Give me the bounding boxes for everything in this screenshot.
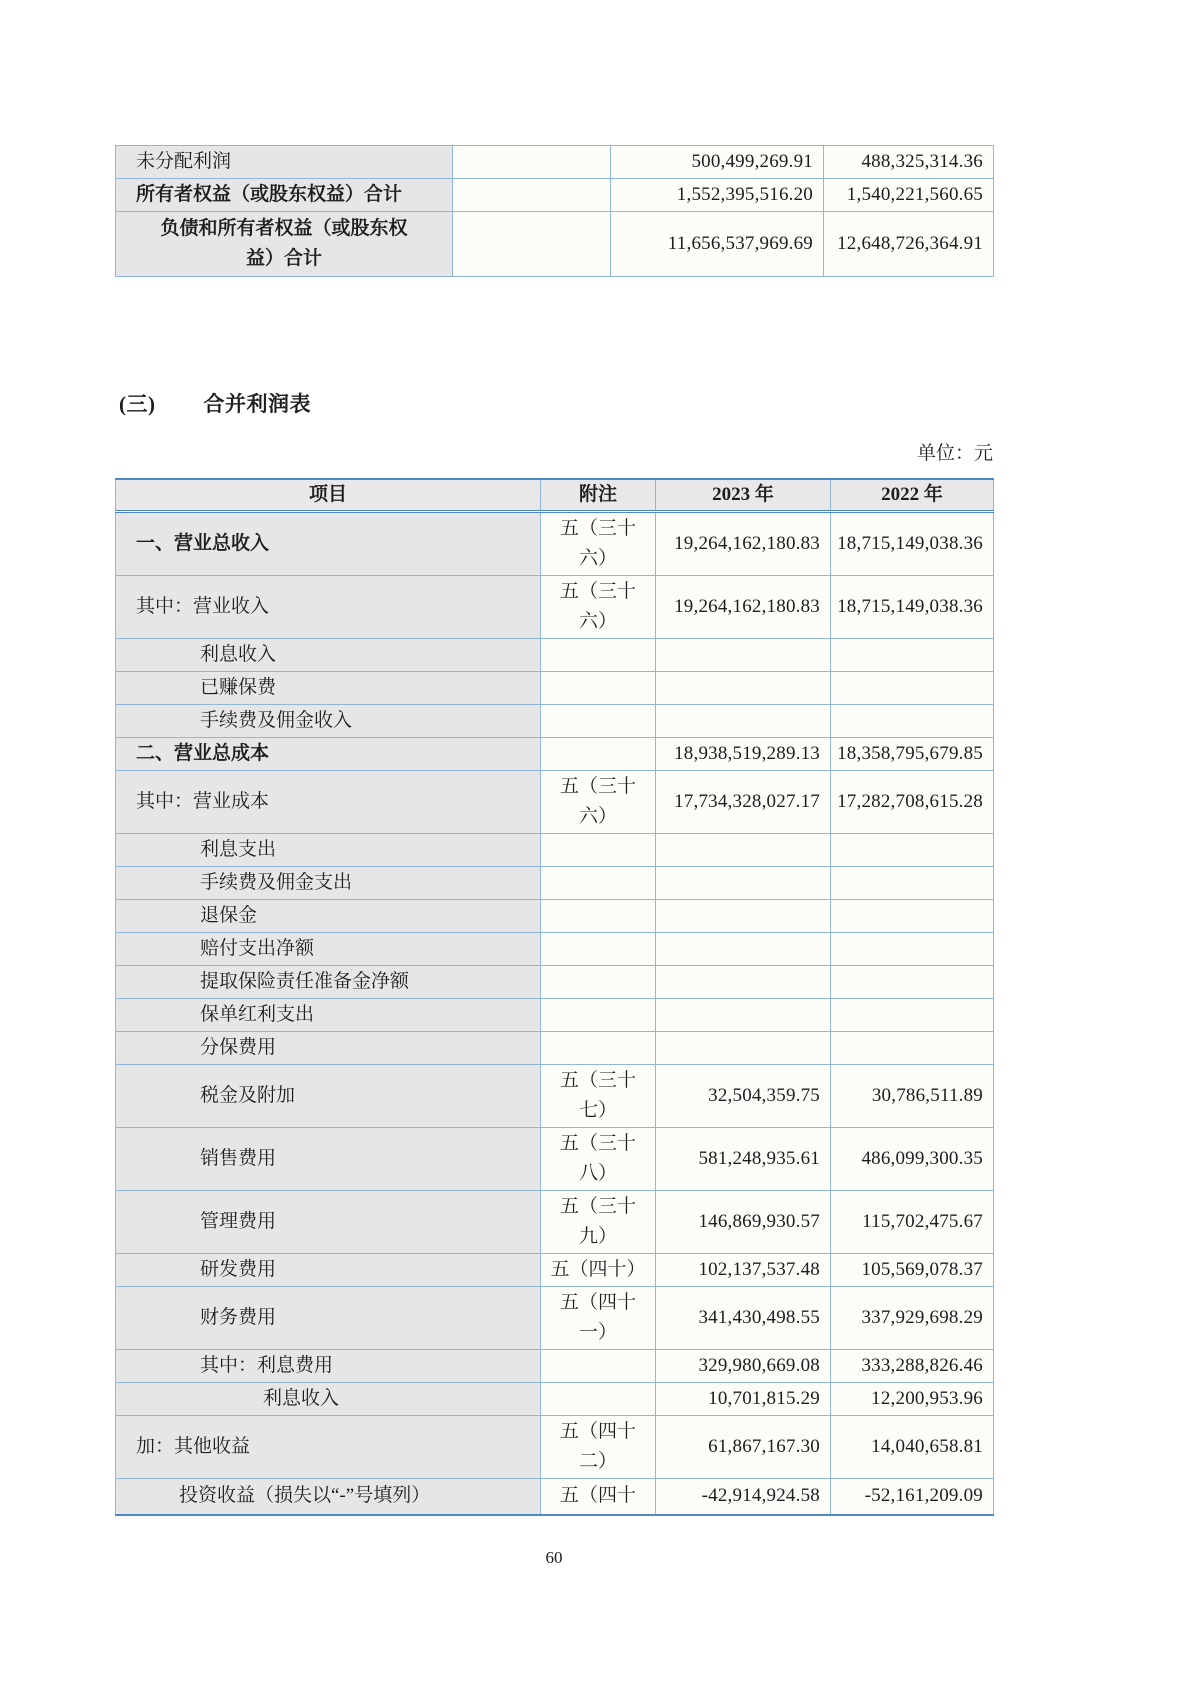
table-row (116, 900, 994, 933)
item-label-cell: 负债和所有者权益（或股东权益）合计 (116, 212, 453, 277)
note-cell (541, 999, 656, 1032)
note-cell (541, 738, 656, 771)
header-2023: 2023 年 (656, 479, 831, 512)
item-label-cell: 手续费及佣金收入 (116, 705, 541, 738)
value-2022-cell: 486,099,300.35 (831, 1128, 994, 1191)
value-2022-cell (831, 900, 994, 933)
table-row (116, 966, 994, 999)
value-2022-cell (831, 1032, 994, 1065)
balance-sheet-fragment (115, 145, 994, 277)
item-label-cell: 其中：营业收入 (116, 576, 541, 639)
value-2022-cell (831, 672, 994, 705)
item-label-cell: 退保金 (116, 900, 541, 933)
item-label-cell: 已赚保费 (116, 672, 541, 705)
value-2022-cell: 337,929,698.29 (831, 1287, 994, 1350)
value-2022-cell (831, 705, 994, 738)
value-2023-cell: 329,980,669.08 (656, 1350, 831, 1383)
item-label-cell: 未分配利润 (116, 146, 453, 179)
value-2023-cell (656, 867, 831, 900)
note-cell: 五（三十六） (541, 771, 656, 834)
table-row (116, 834, 994, 867)
value-2022-cell: 333,288,826.46 (831, 1350, 994, 1383)
value-2023-cell (656, 834, 831, 867)
value-2023-cell: 18,938,519,289.13 (656, 738, 831, 771)
value-2023-cell (656, 966, 831, 999)
value-2022-cell: -52,161,209.09 (831, 1479, 994, 1515)
table-header-row (116, 479, 994, 512)
note-cell (541, 1032, 656, 1065)
note-cell (541, 672, 656, 705)
page-number: 60 (545, 1548, 563, 1567)
item-label-cell: 提取保险责任准备金净额 (116, 966, 541, 999)
table-row (116, 512, 994, 576)
item-label-cell: 利息收入 (116, 1383, 541, 1416)
item-label-cell: 其中：利息费用 (116, 1350, 541, 1383)
item-label-cell: 研发费用 (116, 1254, 541, 1287)
value-2023-cell: 146,869,930.57 (656, 1191, 831, 1254)
unit-label: 单位：元 (916, 443, 993, 464)
table-row (116, 1032, 994, 1065)
table-row (116, 738, 994, 771)
value-2022-cell: 115,702,475.67 (831, 1191, 994, 1254)
value-2023-cell: 32,504,359.75 (656, 1065, 831, 1128)
value-2023-cell: 61,867,167.30 (656, 1416, 831, 1479)
value-2023-cell (656, 933, 831, 966)
note-cell (541, 639, 656, 672)
value-2022-cell (831, 834, 994, 867)
note-cell (541, 705, 656, 738)
note-cell (453, 212, 611, 277)
table-row (116, 1128, 994, 1191)
income-statement (115, 478, 994, 1516)
table-row (116, 1416, 994, 1479)
item-label-cell: 管理费用 (116, 1191, 541, 1254)
table-row (116, 771, 994, 834)
note-cell (541, 834, 656, 867)
table-row (116, 1191, 994, 1254)
note-cell: 五（三十八） (541, 1128, 656, 1191)
table-row (116, 1254, 994, 1287)
note-cell (453, 179, 611, 212)
item-label-cell: 加：其他收益 (116, 1416, 541, 1479)
value-2023-cell: 17,734,328,027.17 (656, 771, 831, 834)
value-2023-cell (656, 999, 831, 1032)
item-label-cell: 一、营业总收入 (116, 512, 541, 576)
table-row (116, 1479, 994, 1515)
value-2022-cell: 14,040,658.81 (831, 1416, 994, 1479)
note-cell (541, 900, 656, 933)
value-2023-cell (656, 900, 831, 933)
table-row (116, 179, 994, 212)
value-2023-cell: -42,914,924.58 (656, 1479, 831, 1515)
table-row (116, 639, 994, 672)
value-2022-cell (831, 933, 994, 966)
table-row (116, 146, 994, 179)
note-cell: 五（四十） (541, 1254, 656, 1287)
item-label-cell: 手续费及佣金支出 (116, 867, 541, 900)
value-cell-prior: 12,648,726,364.91 (824, 212, 994, 277)
table-row (116, 933, 994, 966)
value-2022-cell (831, 639, 994, 672)
note-cell: 五（三十六） (541, 576, 656, 639)
value-2022-cell (831, 999, 994, 1032)
value-2023-cell (656, 705, 831, 738)
table-row (116, 1350, 994, 1383)
value-cell-current: 1,552,395,516.20 (611, 179, 824, 212)
value-2022-cell (831, 867, 994, 900)
table-row (116, 1287, 994, 1350)
value-2022-cell: 18,358,795,679.85 (831, 738, 994, 771)
header-item: 项目 (116, 479, 541, 512)
note-cell (541, 933, 656, 966)
item-label-cell: 二、营业总成本 (116, 738, 541, 771)
item-label-cell: 利息收入 (116, 639, 541, 672)
value-2023-cell: 19,264,162,180.83 (656, 576, 831, 639)
balance-sheet-fragment-table (115, 145, 994, 277)
item-label-cell: 保单红利支出 (116, 999, 541, 1032)
table-row (116, 999, 994, 1032)
table-row (116, 867, 994, 900)
value-2022-cell: 105,569,078.37 (831, 1254, 994, 1287)
note-cell (541, 966, 656, 999)
value-2023-cell (656, 672, 831, 705)
table-row (116, 1065, 994, 1128)
note-cell (541, 867, 656, 900)
value-2023-cell: 19,264,162,180.83 (656, 512, 831, 576)
value-2022-cell: 18,715,149,038.36 (831, 576, 994, 639)
note-cell: 五（三十七） (541, 1065, 656, 1128)
item-label-cell: 财务费用 (116, 1287, 541, 1350)
value-cell-current: 11,656,537,969.69 (611, 212, 824, 277)
note-cell: 五（三十九） (541, 1191, 656, 1254)
table-row (116, 1383, 994, 1416)
table-row (116, 705, 994, 738)
table-row (116, 672, 994, 705)
section-heading (119, 388, 311, 418)
section-title: 合并利润表 (203, 392, 311, 416)
note-cell: 五（三十六） (541, 512, 656, 576)
note-cell (541, 1383, 656, 1416)
note-cell (453, 146, 611, 179)
value-2023-cell: 581,248,935.61 (656, 1128, 831, 1191)
income-statement-table (115, 478, 994, 1516)
value-2022-cell: 30,786,511.89 (831, 1065, 994, 1128)
value-2023-cell (656, 1032, 831, 1065)
item-label-cell: 赔付支出净额 (116, 933, 541, 966)
item-label-cell: 其中：营业成本 (116, 771, 541, 834)
note-cell (541, 1350, 656, 1383)
value-cell-prior: 488,325,314.36 (824, 146, 994, 179)
header-note: 附注 (541, 479, 656, 512)
table-row (116, 212, 994, 277)
value-cell-prior: 1,540,221,560.65 (824, 179, 994, 212)
value-2022-cell: 17,282,708,615.28 (831, 771, 994, 834)
value-2022-cell: 12,200,953.96 (831, 1383, 994, 1416)
item-label-cell: 投资收益（损失以“-”号填列） (116, 1479, 541, 1515)
item-label-cell: 所有者权益（或股东权益）合计 (116, 179, 453, 212)
item-label-cell: 利息支出 (116, 834, 541, 867)
item-label-cell: 税金及附加 (116, 1065, 541, 1128)
value-2022-cell: 18,715,149,038.36 (831, 512, 994, 576)
note-cell: 五（四十二） (541, 1416, 656, 1479)
value-2023-cell (656, 639, 831, 672)
note-cell: 五（四十一） (541, 1287, 656, 1350)
header-2022: 2022 年 (831, 479, 994, 512)
value-2023-cell: 10,701,815.29 (656, 1383, 831, 1416)
section-index: (三) (119, 392, 156, 416)
note-cell: 五（四十 (541, 1479, 656, 1515)
table-row (116, 576, 994, 639)
value-2022-cell (831, 966, 994, 999)
value-2023-cell: 341,430,498.55 (656, 1287, 831, 1350)
value-2023-cell: 102,137,537.48 (656, 1254, 831, 1287)
item-label-cell: 分保费用 (116, 1032, 541, 1065)
value-cell-current: 500,499,269.91 (611, 146, 824, 179)
item-label-cell: 销售费用 (116, 1128, 541, 1191)
